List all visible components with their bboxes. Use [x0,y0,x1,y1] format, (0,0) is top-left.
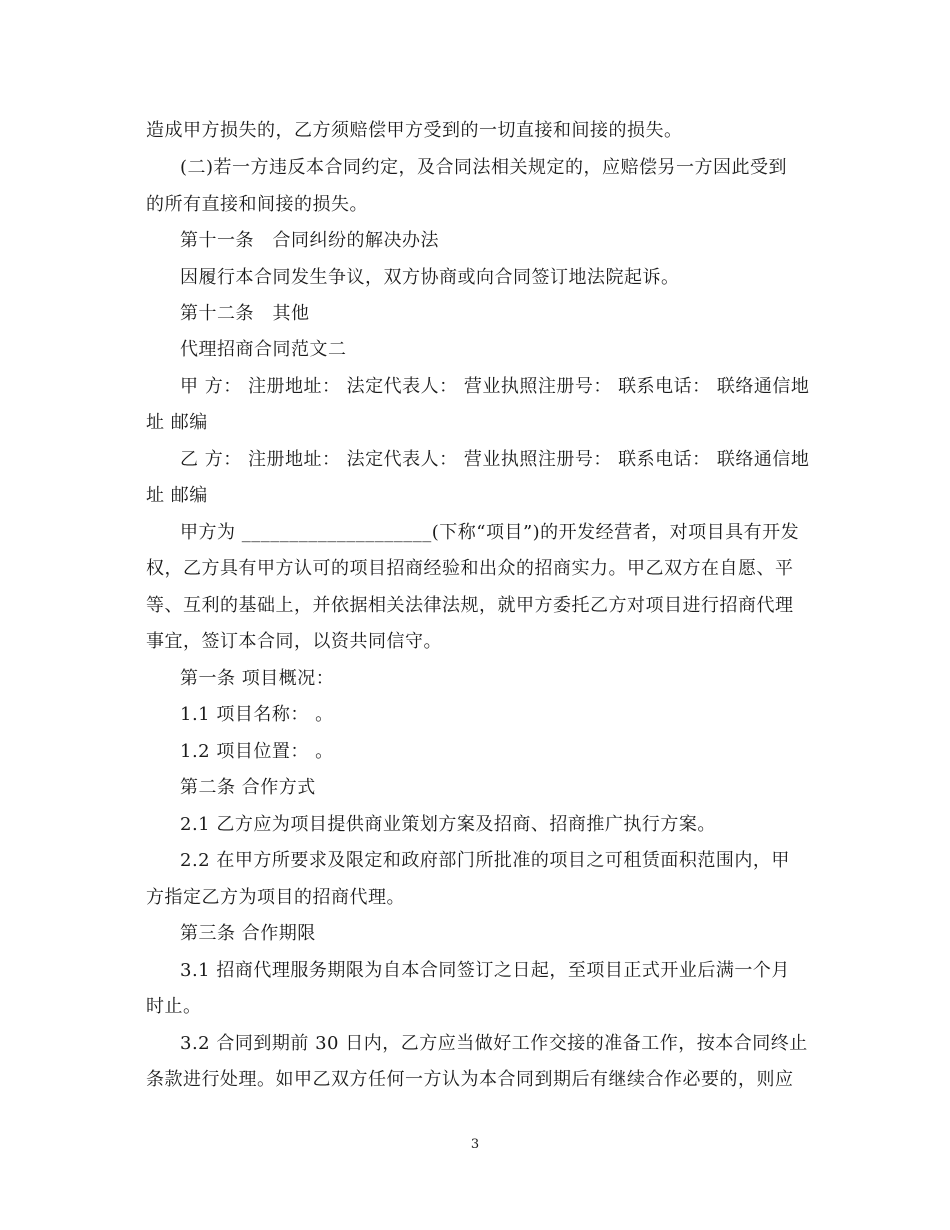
text-line: 事宜，签订本合同，以资共同信守。 [146,631,442,652]
text-line: 甲 方： 注册地址： 法定代表人： 营业执照注册号： 联系电话： 联络通信地 [180,376,810,397]
page-number: 3 [470,1137,480,1152]
text-line: 甲方为 ____________________(下称“项目”)的开发经营者，对项目具有开发 [180,522,800,543]
text-line: 的所有直接和间接的损失。 [146,194,368,215]
text-line: 方指定乙方为项目的招商代理。 [146,887,405,908]
text-line: 1.1 项目名称： 。 [180,704,334,725]
text-line: 3.1 招商代理服务期限为自本合同签订之日起，至项目正式开业后满一个月 [180,960,790,981]
text-line: 乙 方： 注册地址： 法定代表人： 营业执照注册号： 联系电话： 联络通信地 [180,449,810,470]
text-line: 2.2 在甲方所要求及限定和政府部门所批准的项目之可租赁面积范围内，甲 [180,850,790,871]
section-heading: 第三条 合作期限 [180,923,316,944]
text-line: 2.1 乙方应为项目提供商业策划方案及招商、招商推广执行方案。 [180,814,716,835]
section-heading: 第二条 合作方式 [180,777,316,798]
text-line: 1.2 项目位置： 。 [180,741,334,762]
text-line: 等、互利的基础上，并依据相关法律法规，就甲方委托乙方对项目进行招商代理 [146,595,794,616]
text-line: 因履行本合同发生争议，双方协商或向合同签订地法院起诉。 [180,267,680,288]
section-heading: 第十一条 合同纠纷的解决办法 [180,230,439,251]
text-line: 3.2 合同到期前 30 日内，乙方应当做好工作交接的准备工作，按本合同终止 [180,1033,808,1054]
text-line: 条款进行处理。如甲乙双方任何一方认为本合同到期后有继续合作必要的，则应 [146,1069,794,1090]
document-subtitle: 代理招商合同范文二 [180,339,347,360]
text-line: 时止。 [146,996,202,1017]
text-line: 址 邮编 [146,485,208,506]
section-heading: 第十二条 其他 [180,303,310,324]
text-line: 权，乙方具有甲方认可的项目招商经验和出众的招商实力。甲乙双方在自愿、平 [146,558,794,579]
text-line: 造成甲方损失的，乙方须赔偿甲方受到的一切直接和间接的损失。 [146,120,683,141]
section-heading: 第一条 项目概况： [180,668,335,689]
text-line: 址 邮编 [146,412,208,433]
text-line: (二)若一方违反本合同约定，及合同法相关规定的，应赔偿另一方因此受到 [180,157,788,178]
